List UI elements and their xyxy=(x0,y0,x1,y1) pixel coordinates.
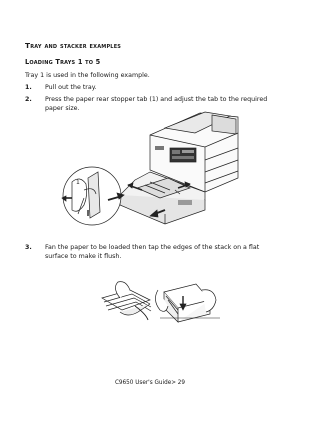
step-1-number: 1. xyxy=(25,84,32,91)
step-2-text: Press the paper rear stopper tab (1) and adjust the tab to the required paper size. xyxy=(45,96,268,112)
section-title: Tray and stacker examples xyxy=(25,41,122,50)
page-footer: C9650 User's Guide> 29 xyxy=(114,380,186,386)
step-3-text: Fan the paper to be loaded then tap the edges of the stack on a flat surface to make it flush. xyxy=(45,244,260,260)
step-1-text: Pull out the tray. xyxy=(45,84,97,91)
step-3-number: 3. xyxy=(25,244,32,251)
intro-paragraph: Tray 1 is used in the following example. xyxy=(25,72,150,79)
figure-callout-1: 1 xyxy=(76,179,80,186)
step-2-number: 2. xyxy=(25,96,32,103)
subheading: Loading Trays 1 to 5 xyxy=(25,58,101,66)
